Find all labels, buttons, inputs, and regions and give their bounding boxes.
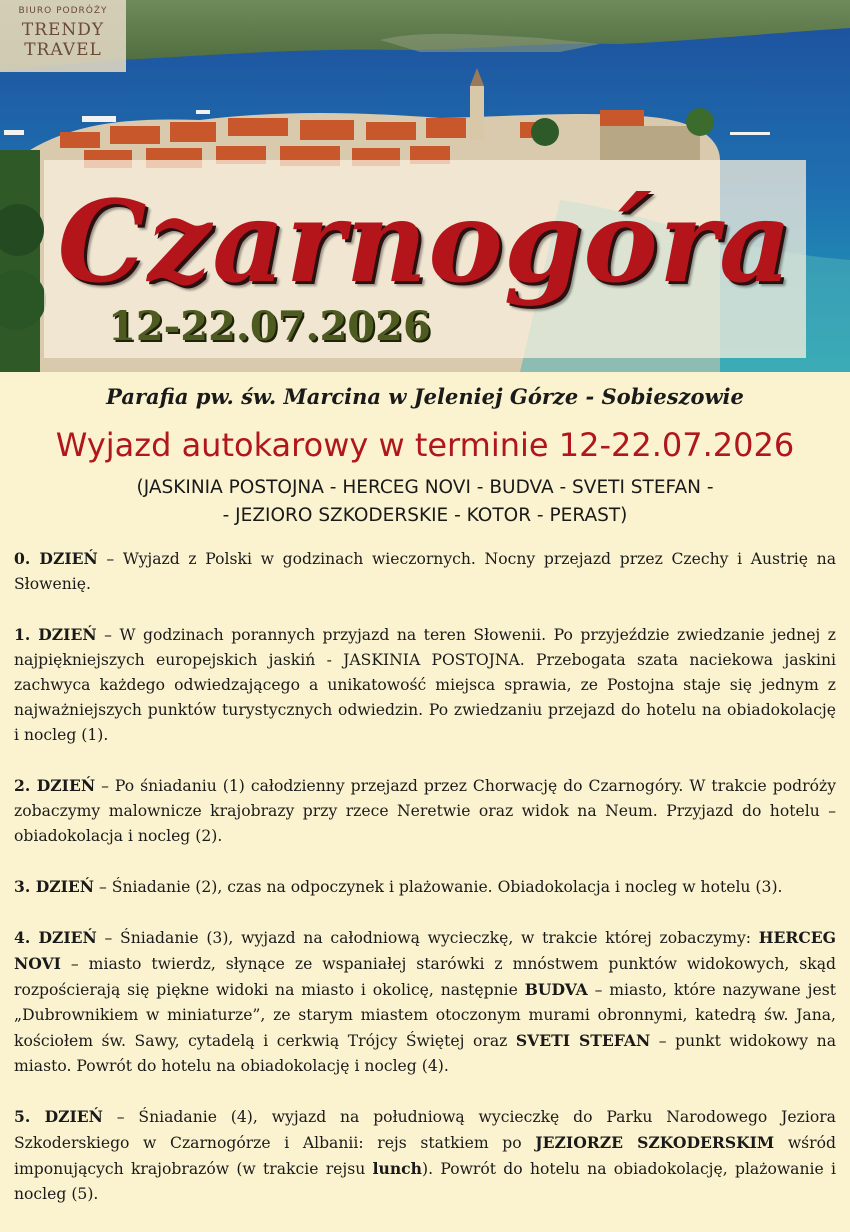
trip-dates: 12-22.07.2026 bbox=[108, 303, 431, 350]
day-text: – Śniadanie (4), wyjazd na południową wycieczkę do Parku Narodowego Jeziora Szkoderskiego w Czarnogórze i Albanii: rejs statkiem po bbox=[14, 1108, 836, 1152]
day-text: ). Powrót do hotelu na obiadokolację, plażowanie i nocleg (5). bbox=[14, 1160, 837, 1203]
day-label: 5. DZIEŃ bbox=[14, 1107, 103, 1126]
place-budva: BUDVA bbox=[524, 980, 588, 999]
day-text: – miasto, które nazywane jest „Dubrownikiem w miniaturze”, ze starym miastem otoczonym murami obronnymi, katedrą św. Jana, kościołem św. Sawy, cytadelą i cerkwią Trójcy Świętej oraz bbox=[14, 981, 836, 1050]
logo-word-travel: TRAVEL bbox=[24, 40, 102, 60]
route-summary bbox=[0, 474, 850, 530]
parish-name: Parafia pw. św. Marcina w Jeleniej Górze - Sobieszowie bbox=[106, 384, 744, 409]
day-text: – W godzinach porannych przyjazd na teren Słowenii. Po przyjeździe zwiedzanie jednej z najpiękniejszych europejskich jaskiń - JASKINIA POSTOJNA. Przebogata szata naciekowa jaskini zachwyca każdego odwiedzającego a unikatowość miejsca sprawia, ze Postojna staje się jednym z najważniejszych punktów turystycznych odwiedzin. Po zwiedzaniu przejazd do hotelu na obiadokolację i nocleg (1). bbox=[14, 626, 836, 744]
route-line-2: - JEZIORO SZKODERSKIE - KOTOR - PERAST) bbox=[222, 505, 628, 526]
day-text: – punkt widokowy na miasto. Powrót do hotelu na obiadokolację i nocleg (4). bbox=[14, 1032, 836, 1075]
place-lake-skadar: JEZIORZE SZKODERSKIM bbox=[535, 1133, 775, 1152]
day-label: 3. DZIEŃ bbox=[14, 877, 95, 896]
day-4 bbox=[14, 925, 836, 1079]
day-text: – Śniadanie (3), wyjazd na całodniową wycieczkę, w trakcie której zobaczymy: bbox=[96, 929, 759, 947]
place-herceg-novi: HERCEG NOVI bbox=[14, 928, 836, 973]
day-label: 2. DZIEŃ bbox=[14, 776, 96, 795]
day-text: – Śniadanie (2), czas na odpoczynek i plażowanie. Obiadokolacja i nocleg w hotelu (3). bbox=[94, 878, 783, 896]
day-0 bbox=[14, 546, 836, 597]
day-label: 0. DZIEŃ bbox=[14, 549, 98, 568]
day-label: 4. DZIEŃ bbox=[14, 928, 97, 947]
day-label: 1. DZIEŃ bbox=[14, 625, 97, 644]
logo-subtitle: BIURO PODRÓŻY bbox=[18, 6, 108, 16]
lunch-highlight: lunch bbox=[372, 1159, 423, 1178]
day-5 bbox=[14, 1104, 836, 1207]
logo-word-trendy: TRENDY bbox=[21, 20, 105, 40]
hero-photo bbox=[0, 0, 850, 372]
day-text: – Wyjazd z Polski w godzinach wieczornych. Nocny przejazd przez Czechy i Austrię na Słowenię. bbox=[14, 550, 836, 593]
day-3 bbox=[14, 874, 836, 900]
day-2 bbox=[14, 773, 836, 849]
trip-headline: Wyjazd autokarowy w terminie 12-22.07.2026 bbox=[55, 426, 795, 464]
place-sveti-stefan: SVETI STEFAN bbox=[515, 1031, 651, 1050]
day-text: – miasto twierdz, słynące ze wspaniałej starówki z mnóstwem punktów widokowych, skąd rozpościerają się piękne widoki na miasto i okolicę, następnie bbox=[14, 955, 836, 999]
destination-title: Czarnogóra bbox=[57, 177, 793, 308]
trendy-travel-logo bbox=[0, 0, 126, 72]
day-text: – Po śniadaniu (1) całodzienny przejazd przez Chorwację do Czarnogóry. W trakcie podróży zobaczymy malownicze krajobrazy przy rzece Neretwie oraz widok na Neum. Przyjazd do hotelu – obiadokolacja i nocleg (2). bbox=[14, 777, 836, 845]
route-line-1: (JASKINIA POSTOJNA - HERCEG NOVI - BUDVA - SVETI STEFAN - bbox=[136, 477, 714, 498]
itinerary bbox=[14, 546, 836, 1232]
day-text: wśród imponujących krajobrazów (w trakcie rejsu bbox=[14, 1134, 836, 1178]
day-1 bbox=[14, 622, 836, 748]
